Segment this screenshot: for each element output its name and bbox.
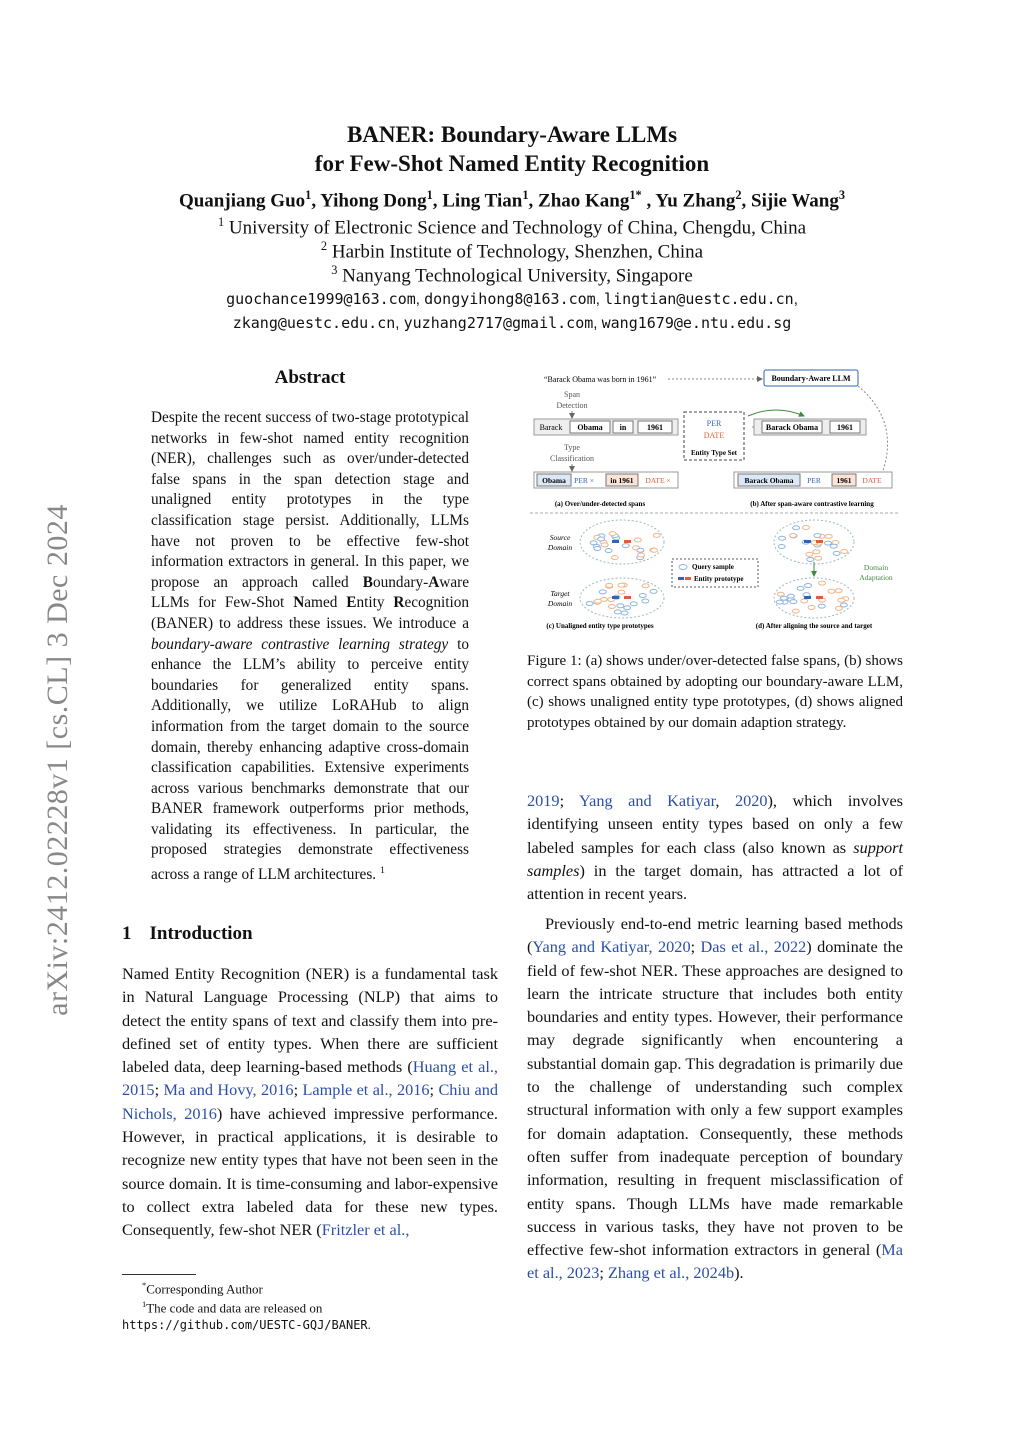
- embedding-dot: [617, 604, 624, 608]
- footnote-rule: [122, 1274, 196, 1275]
- abstract-heading: Abstract: [274, 367, 346, 388]
- affiliation: $^3$ Nanyang Technological University, Singapore: [331, 263, 693, 287]
- svg-text:1961: 1961: [836, 476, 852, 485]
- embedding-dot: [793, 526, 800, 530]
- embedding-dot: [611, 556, 618, 560]
- svg-text:Obama: Obama: [577, 423, 603, 432]
- embedding-dot: [621, 611, 628, 615]
- embedding-dot: [779, 536, 786, 540]
- svg-text:Barack Obama: Barack Obama: [744, 476, 794, 485]
- figure-caption: Figure 1: (a) shows under/over-detected false spans, (b) shows correct spans obtained by adopting our boundary-aware LLM, (c) shows unaligned entity type prototypes, (d) shows aligned prototypes obtained by our domain adaption strategy.: [527, 653, 903, 732]
- embedding-dot: [618, 583, 625, 587]
- citation-link[interactable]: Chiu and Nichols, 2016: [122, 1080, 498, 1123]
- embedding-dot: [789, 534, 796, 538]
- svg-text:Classification: Classification: [550, 454, 594, 463]
- email-link[interactable]: guochance1999@163.com: [226, 290, 416, 308]
- embedding-dot: [841, 550, 848, 554]
- embedding-dot: [639, 593, 646, 597]
- citation-link[interactable]: 2020: [734, 791, 768, 810]
- svg-text:Barack: Barack: [539, 423, 563, 432]
- svg-text:DATE ×: DATE ×: [645, 476, 671, 485]
- email-link[interactable]: dongyihong8@163.com: [424, 290, 596, 308]
- email-link[interactable]: yuzhang2717@gmail.com: [403, 314, 594, 332]
- embedding-dot: [601, 543, 608, 547]
- figure-1: [526, 366, 904, 636]
- embedding-dot: [776, 600, 783, 604]
- footnote: $^1$The code and data are released on https://github.com/UESTC-GQJ/BANER.: [122, 1299, 371, 1333]
- svg-text:DATE: DATE: [703, 431, 725, 440]
- embedding-dot: [815, 556, 822, 560]
- embedding-dot: [780, 596, 787, 600]
- prototype-mark: [612, 540, 619, 543]
- email-line: zkang@uestc.edu.cn, yuzhang2717@gmail.com, wang1679@e.ntu.edu.sg: [232, 314, 792, 332]
- svg-text:(c) Unaligned entity type prot: (c) Unaligned entity type prototypes: [546, 622, 654, 630]
- author-list: Quanjiang Guo$^1$, Yihong Dong$^1$, Ling Tian$^1$, Zhao Kang$^{1*}$ , Yu Zhang$^2$, Sijie Wang$^3$: [178, 188, 846, 212]
- svg-text:Span: Span: [564, 390, 580, 399]
- embedding-dot: [622, 544, 629, 548]
- embedding-dot: [595, 599, 602, 603]
- prototype-mark: [624, 540, 631, 543]
- embedding-dot: [638, 553, 645, 557]
- svg-text:Detection: Detection: [556, 401, 588, 410]
- embedding-dot: [818, 604, 825, 608]
- embedding-dot: [838, 598, 845, 602]
- embedding-dot: [825, 534, 832, 538]
- email-line: guochance1999@163.com, dongyihong8@163.com, lingtian@uestc.edu.cn,: [226, 290, 798, 308]
- embedding-dot: [833, 551, 840, 555]
- intro-paragraph: Named Entity Recognition (NER) is a fundamental task in Natural Language Processing (NLP) that aims to detect the entity spans of text and classify them into pre-defined set of entity types. When there are sufficient labeled data, deep learning-based methods (Huang et al., 2015; Ma and Hovy, 2016; Lample et al., 2016; Chiu and Nichols, 2016) have achieved impressive performance. However, in practical applications, it is desirable to recognize new entity types that have not been seen in the source domain. It is time-consuming and labor-expensive to collect extra labeled data for these new types. Consequently, few-shot NER (Fritzler et al.,: [122, 964, 499, 1240]
- embedding-dot: [777, 592, 784, 596]
- email-link[interactable]: zkang@uestc.edu.cn: [232, 314, 396, 332]
- embedding-dot: [828, 589, 835, 593]
- embedding-dot: [637, 548, 644, 552]
- svg-text:1961: 1961: [647, 423, 663, 432]
- svg-text:Barack Obama: Barack Obama: [765, 423, 819, 432]
- paper-title: [100, 120, 924, 178]
- prototype-mark: [612, 596, 619, 599]
- embedding-dot: [634, 538, 641, 542]
- author: Yu Zhang: [655, 190, 736, 212]
- embedding-dot: [813, 550, 820, 554]
- embedding-dot: [806, 552, 813, 556]
- embedding-dot: [642, 584, 649, 588]
- fig-sentence: “Barack Obama was born in 1961”: [544, 375, 657, 384]
- embedding-dot: [787, 594, 794, 598]
- svg-text:Domain: Domain: [547, 543, 573, 552]
- embedding-dot: [807, 558, 814, 562]
- citation-link[interactable]: Yang and Katiyar, 2020: [532, 937, 691, 957]
- prototype-mark: [804, 596, 811, 599]
- author: Sijie Wang: [751, 190, 839, 212]
- right-paragraph: 2019; Yang and Katiyar, 2020), which involves identifying unseen entity types based on only a few labeled samples for each class (also known as support samples) in the target domain, has attracted a lot of attention in recent years.: [527, 791, 904, 904]
- footnote: *Corresponding Author: [142, 1280, 263, 1297]
- prototype-mark: [816, 596, 823, 599]
- abstract-body: Despite the recent success of two-stage prototypical networks in few-shot named entity recognition (NER), challenges such as over/under-detected false spans in the span detection stage and unaligned entity prototypes in the type classification stage persist. Additionally, LLMs have not proven to be effective few-shot information extractors in general. In this paper, we propose an approach called Boundary-Aware LLMs for Few-Shot Named Entity Recognition (BANER) to address these issues. We introduce a boundary-aware contrastive learning strategy to enhance the LLM’s ability to perceive entity boundaries for generalized entity spans. Additionally, we utilize LoRAHub to align information from the target domain to the source domain, thereby enhancing adaptive cross-domain classification capabilities. Extensive experiments across various benchmarks demonstrate that our BANER framework outperforms prior methods, validating its effectiveness. In particular, the proposed strategies demonstrate effectiveness across a range of LLM architectures. $^1$: [151, 409, 470, 884]
- affiliation: $^1$ University of Electronic Science and Technology of China, Chengdu, China: [217, 215, 807, 239]
- svg-text:Target: Target: [550, 589, 570, 598]
- embedding-dot: [801, 599, 808, 603]
- svg-text:Entity Type Set: Entity Type Set: [690, 449, 738, 457]
- citation-link[interactable]: Lample et al., 2016: [302, 1080, 430, 1100]
- svg-text:Type: Type: [564, 443, 580, 452]
- footnote-mark[interactable]: 1: [379, 865, 385, 877]
- svg-text:Source: Source: [549, 533, 571, 542]
- citation-link[interactable]: Fritzler et al.,: [321, 1220, 410, 1240]
- embedding-dot: [599, 590, 606, 594]
- svg-text:Domain: Domain: [547, 599, 573, 608]
- author: Ling Tian: [442, 190, 523, 212]
- svg-text:Query sample: Query sample: [692, 563, 734, 571]
- svg-text:(d) After aligning the source: (d) After aligning the source and target: [755, 622, 873, 630]
- embedding-dot: [808, 606, 815, 610]
- embedding-dot: [835, 606, 842, 610]
- svg-text:Entity prototype: Entity prototype: [694, 575, 744, 583]
- code-url-link[interactable]: https://github.com/UESTC-GQJ/BANER: [122, 1318, 368, 1333]
- author: Quanjiang Guo: [178, 190, 306, 212]
- citation-link[interactable]: Yang and Katiyar: [579, 791, 716, 810]
- author: Zhao Kang: [538, 190, 630, 212]
- prototype-mark: [804, 540, 811, 543]
- embedding-dot: [642, 599, 649, 603]
- embedding-dot: [598, 537, 605, 541]
- embedding-dot: [614, 610, 621, 614]
- citation-link[interactable]: Ma et al., 2023: [527, 1240, 903, 1283]
- embedding-dot: [605, 549, 612, 553]
- svg-text:DATE: DATE: [862, 476, 882, 485]
- citation-link[interactable]: Ma and Hovy, 2016: [163, 1080, 294, 1100]
- svg-text:(b) After span-aware contrasti: (b) After span-aware contrastive learning: [750, 500, 874, 508]
- embedding-dot: [618, 590, 625, 594]
- title-line-1: BANER: Boundary-Aware LLMs: [346, 122, 678, 147]
- author: Yihong Dong: [320, 190, 427, 212]
- embedding-dot: [818, 581, 825, 585]
- section-heading: 1 Introduction: [122, 923, 253, 944]
- embedding-dot: [606, 583, 613, 587]
- embedding-dot: [835, 589, 842, 593]
- embedding-dot: [651, 548, 658, 552]
- citation-link[interactable]: Das et al., 2022: [700, 937, 807, 957]
- embedding-dot: [608, 605, 615, 609]
- embedding-dot: [630, 602, 637, 606]
- svg-text:PER: PER: [706, 419, 722, 428]
- svg-text:Obama: Obama: [542, 476, 566, 485]
- prototype-mark: [816, 540, 823, 543]
- email-link[interactable]: lingtian@uestc.edu.cn: [604, 290, 794, 308]
- svg-text:Domain: Domain: [863, 563, 889, 572]
- svg-text:PER ×: PER ×: [574, 476, 594, 485]
- embedding-dot: [830, 544, 837, 548]
- right-paragraph: Previously end-to-end metric learning based methods (Yang and Katiyar, 2020; Das et al., 2022) dominate the field of few-shot NER. These approaches are designed to learn the intricate structure that includes both entity boundaries and entity types. However, their performance may degrade significantly when encountering a substantial domain gap. This degradation is primarily due to the challenge of understanding such complex structural information with only a few support examples for domain adaptation. Consequently, these methods often suffer from inadequate perception of boundary information, resulting in frequent misclassification of entity spans. Though LLMs have made remarkable success in various tasks, they have not proven to be effective few-shot information extractors in general (Ma et al., 2023; Zhang et al., 2024b).: [527, 914, 903, 1283]
- citation-link[interactable]: 2019: [527, 791, 560, 810]
- embedding-dot: [586, 601, 593, 605]
- embedding-dot: [624, 606, 631, 610]
- embedding-dot: [805, 583, 812, 587]
- email-link[interactable]: wang1679@e.ntu.edu.sg: [601, 314, 792, 332]
- embedding-dot: [790, 600, 797, 604]
- affiliation: $^2$ Harbin Institute of Technology, Shenzhen, China: [320, 239, 704, 263]
- embedding-dot: [824, 541, 831, 545]
- svg-text:PER: PER: [807, 476, 821, 485]
- title-line-2: for Few-Shot Named Entity Recognition: [314, 151, 710, 176]
- svg-text:Adaptation: Adaptation: [859, 573, 893, 582]
- citation-link[interactable]: Huang et al., 2015: [122, 1057, 498, 1100]
- llm-label: Boundary-Aware LLM: [771, 374, 851, 383]
- embedding-dot: [792, 609, 799, 613]
- embedding-dot: [609, 532, 616, 536]
- prototype-mark: [624, 596, 631, 599]
- svg-text:(a) Over/under-detected spans: (a) Over/under-detected spans: [554, 500, 646, 508]
- embedding-dot: [814, 534, 821, 538]
- embedding-dot: [797, 586, 804, 590]
- embedding-dot: [778, 545, 785, 549]
- svg-text:in: in: [619, 423, 627, 432]
- svg-text:in 1961: in 1961: [610, 476, 634, 485]
- embedding-dot: [594, 546, 601, 550]
- citation-link[interactable]: Zhang et al., 2024b: [607, 1263, 735, 1283]
- svg-text:1961: 1961: [837, 423, 853, 432]
- embedding-dot: [653, 533, 660, 537]
- embedding-dot: [802, 526, 809, 530]
- arxiv-stamp: arXiv:2412.02228v1 [cs.CL] 3 Dec 2024: [41, 504, 74, 1016]
- embedding-dot: [650, 589, 657, 593]
